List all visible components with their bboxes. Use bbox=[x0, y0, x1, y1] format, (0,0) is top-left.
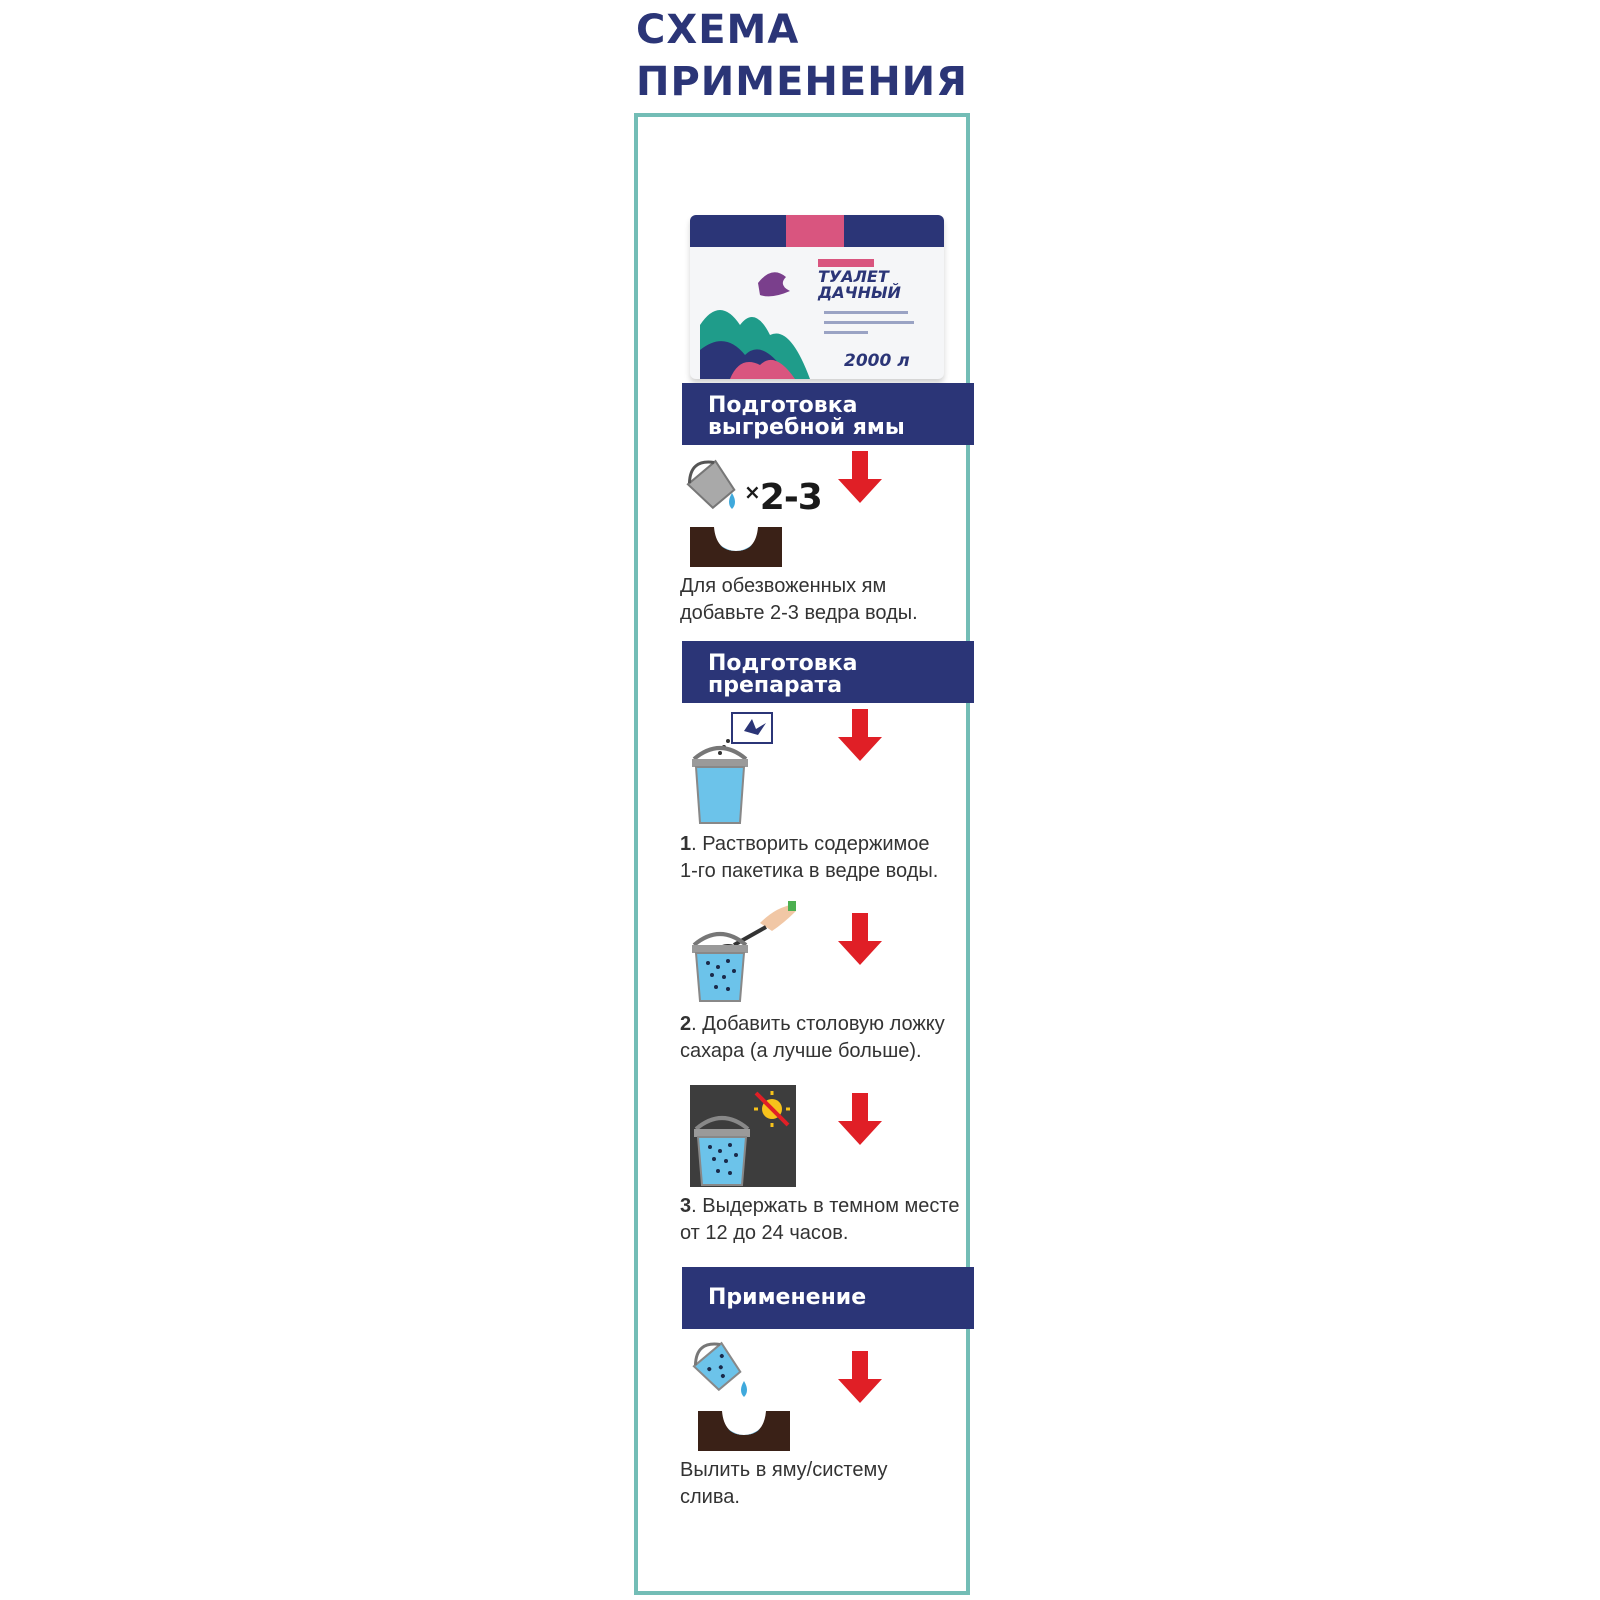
caption-line: Вылить в яму/систему bbox=[680, 1459, 888, 1481]
caption-line bbox=[680, 1011, 980, 1038]
header-line: Подготовка bbox=[708, 651, 858, 676]
header-line: Применение bbox=[708, 1285, 867, 1310]
caption-line: сахара (а лучше больше). bbox=[680, 1040, 922, 1062]
arrow-down-icon bbox=[838, 451, 882, 503]
step-text: . Выдержать в темном месте bbox=[691, 1195, 960, 1217]
arrow-down-icon bbox=[838, 709, 882, 761]
package-art-icon bbox=[700, 255, 810, 379]
caption-line: Для обезвоженных ям bbox=[680, 575, 887, 597]
pit-icon bbox=[690, 527, 782, 567]
application-caption bbox=[680, 1457, 980, 1511]
instructions-panel bbox=[634, 113, 970, 1595]
page-title bbox=[636, 4, 968, 108]
step-3-caption bbox=[680, 1193, 980, 1247]
title-line-1: СХЕМА bbox=[636, 7, 800, 53]
caption-line: 1-го пакетика в ведре воды. bbox=[680, 860, 939, 882]
caption-line bbox=[680, 831, 980, 858]
caption-line: слива. bbox=[680, 1486, 740, 1508]
package-text-line bbox=[824, 331, 868, 334]
multiplier-label: ×2-3 bbox=[744, 477, 822, 518]
caption-line: от 12 до 24 часов. bbox=[680, 1222, 849, 1244]
multiplier-value: 2-3 bbox=[759, 477, 822, 518]
header-line: Подготовка bbox=[708, 393, 858, 418]
step-text: . Растворить содержимое bbox=[691, 833, 930, 855]
step-number: 3 bbox=[680, 1195, 692, 1217]
caption-line bbox=[680, 1193, 980, 1220]
product-package-image bbox=[690, 215, 944, 379]
step-text: . Добавить столовую ложку bbox=[691, 1013, 945, 1035]
bucket-pour-icon bbox=[682, 457, 742, 517]
spoon-hand-icon bbox=[688, 901, 800, 1005]
product-volume: 2000 л bbox=[844, 351, 910, 371]
package-badge bbox=[818, 259, 874, 267]
package-logo-tab bbox=[786, 215, 844, 247]
arrow-down-icon bbox=[838, 1093, 882, 1145]
header-line: препарата bbox=[708, 673, 843, 698]
arrow-down-icon bbox=[838, 913, 882, 965]
bucket-pour-icon bbox=[688, 1339, 758, 1405]
step-number: 2 bbox=[680, 1013, 692, 1035]
caption-line: добавьте 2-3 ведра воды. bbox=[680, 602, 918, 624]
title-line-2: ПРИМЕНЕНИЯ bbox=[636, 59, 968, 105]
pit-icon bbox=[698, 1411, 790, 1451]
section-header-product-prep bbox=[682, 641, 974, 703]
step-2-caption bbox=[680, 1011, 980, 1065]
pit-prep-caption bbox=[680, 573, 980, 627]
package-text-line bbox=[824, 321, 914, 324]
product-name-line-2: ДАЧНЫЙ bbox=[818, 283, 901, 302]
sachet-bucket-icon bbox=[688, 711, 780, 827]
step-1-caption bbox=[680, 831, 980, 885]
header-line: выгребной ямы bbox=[708, 415, 905, 440]
package-text-line bbox=[824, 311, 908, 314]
section-header-application bbox=[682, 1267, 974, 1329]
step-number: 1 bbox=[680, 833, 692, 855]
arrow-down-icon bbox=[838, 1351, 882, 1403]
dark-room-icon bbox=[690, 1085, 796, 1187]
product-name-line-1: ТУАЛЕТ bbox=[818, 267, 889, 286]
product-name bbox=[818, 269, 938, 301]
section-header-pit-prep bbox=[682, 383, 974, 445]
